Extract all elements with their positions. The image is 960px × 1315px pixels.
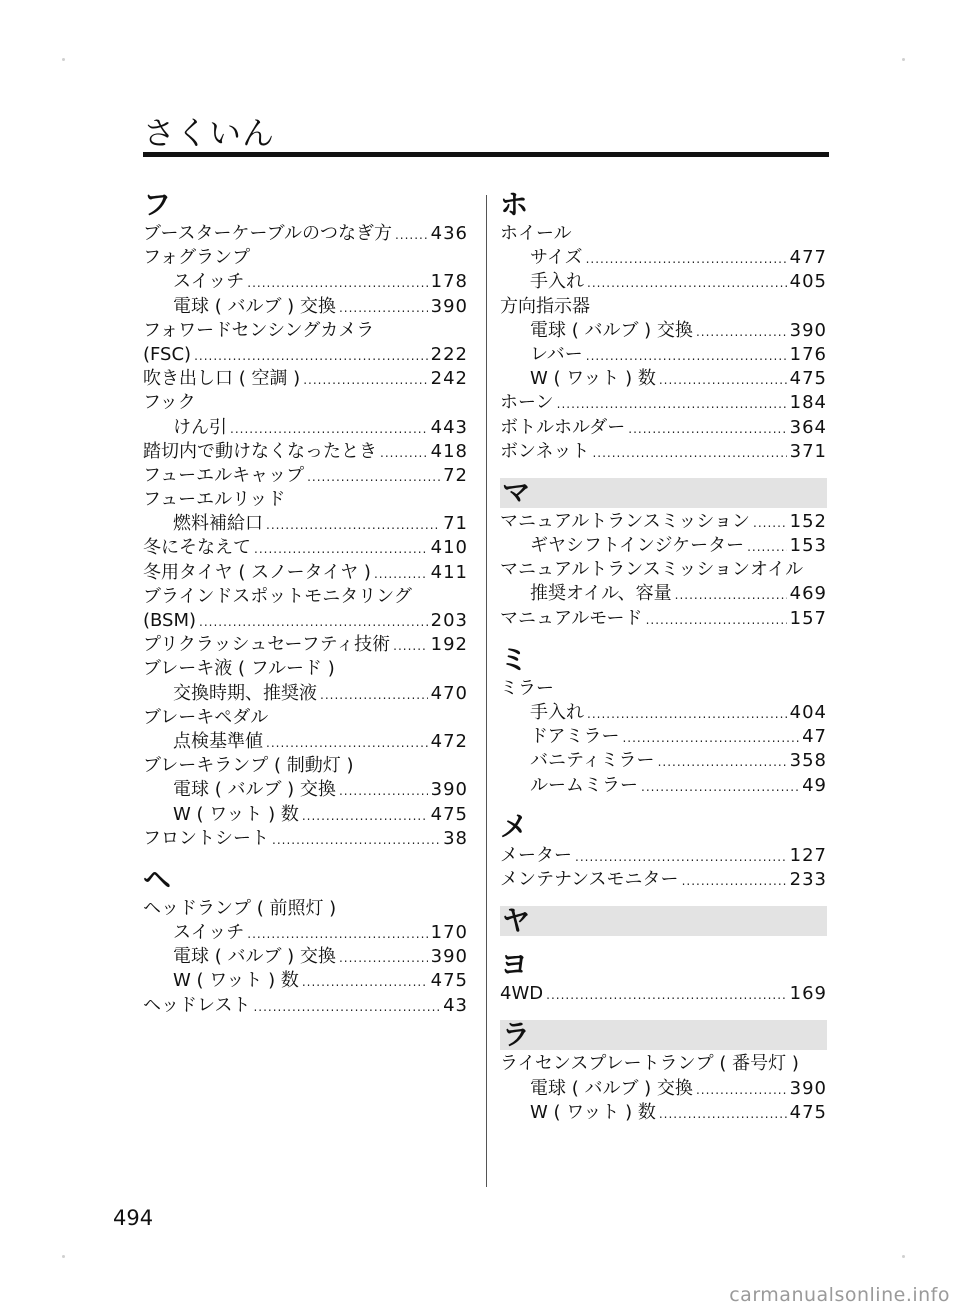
entry-label: ライセンスプレートランプ ( 番号灯 ) (500, 1053, 799, 1075)
dot-leader (646, 608, 787, 632)
entry-page-number: 242 (430, 368, 468, 390)
entry-page-number: 358 (789, 750, 827, 772)
entry-page-number: 390 (430, 295, 468, 317)
index-entry (500, 582, 827, 606)
dot-leader (303, 368, 427, 392)
watermark: carmanualsonline.info (729, 1284, 950, 1306)
entry-label: (BSM) (143, 610, 197, 631)
index-entry (143, 754, 468, 778)
dot-leader (266, 513, 440, 537)
index-entry (500, 367, 827, 391)
index-entry (143, 561, 468, 585)
dot-leader (374, 562, 428, 586)
entry-page-number: 127 (789, 844, 827, 866)
index-entry (500, 982, 827, 1006)
entry-page-number: 364 (789, 416, 827, 438)
entry-label: フォグランプ (143, 247, 251, 269)
dot-leader (272, 828, 440, 852)
dot-leader (682, 869, 787, 893)
index-entry (143, 778, 468, 802)
entry-page-number: 443 (430, 416, 468, 438)
entry-label: W ( ワット ) 数 (173, 803, 299, 825)
index-entry (143, 827, 468, 851)
index-entry (143, 730, 468, 754)
index-entry (143, 246, 468, 270)
section-heading: マ (500, 478, 827, 508)
index-entry (500, 440, 827, 464)
index-entry (143, 464, 468, 488)
entry-label: マニュアルモード (500, 607, 643, 629)
entry-page-number: 475 (430, 970, 468, 992)
dot-leader (307, 465, 440, 489)
entry-page-number: 390 (789, 319, 827, 341)
index-entry (500, 1101, 827, 1125)
entry-label: 交換時期、推奨液 (173, 682, 317, 704)
index-entry (500, 416, 827, 440)
index-entry (500, 343, 827, 367)
dot-leader (641, 775, 799, 799)
dot-leader (747, 535, 787, 559)
index-entry (143, 921, 468, 945)
entry-page-number: 38 (443, 827, 468, 849)
entry-page-number: 390 (430, 779, 468, 801)
dot-leader (247, 271, 427, 295)
entry-label: 電球 ( バルブ ) 交換 (173, 295, 336, 317)
dot-leader (320, 683, 428, 707)
index-entry (143, 440, 468, 464)
entry-label: レバー (530, 343, 583, 365)
entry-label: 踏切内で動けなくなったとき (143, 440, 377, 462)
index-entry (143, 270, 468, 294)
dot-leader (393, 634, 428, 658)
crop-mark (902, 58, 905, 61)
index-entry (143, 585, 468, 609)
entry-page-number: 418 (430, 440, 468, 462)
index-column-left (143, 190, 468, 1032)
dot-leader (587, 271, 787, 295)
entry-label: ブレーキペダル (143, 706, 269, 728)
dot-leader (587, 702, 787, 726)
entry-page-number: 71 (443, 513, 468, 535)
dot-leader (546, 983, 787, 1007)
page-number: 494 (113, 1206, 154, 1230)
index-entry (500, 677, 827, 701)
dot-leader (254, 537, 428, 561)
index-entry (500, 774, 827, 798)
entry-page-number: 475 (789, 368, 827, 390)
dot-leader (622, 726, 799, 750)
entry-label: ブラインドスポットモニタリング (143, 585, 412, 607)
index-section (500, 190, 827, 464)
index-entry (143, 945, 468, 969)
index-entry (500, 270, 827, 294)
entry-label: 吹き出し口 ( 空調 ) (143, 368, 301, 390)
entry-label: ホイール (500, 223, 572, 244)
column-divider (486, 195, 487, 1187)
dot-leader (339, 946, 428, 970)
dot-leader (247, 922, 427, 946)
entry-label: 冬にそなえて (143, 537, 251, 559)
entry-page-number: 72 (443, 464, 468, 486)
dot-leader (658, 750, 787, 774)
entry-page-number: 390 (789, 1077, 827, 1099)
dot-leader (696, 1078, 787, 1102)
dot-leader (253, 995, 440, 1019)
entry-label: フューエルキャップ (143, 464, 305, 486)
index-entry (143, 994, 468, 1018)
entry-label: 電球 ( バルブ ) 交換 (530, 319, 693, 341)
index-entry (500, 868, 827, 892)
index-entry (500, 295, 827, 319)
index-section (500, 1020, 827, 1125)
entry-label: W ( ワット ) 数 (173, 970, 299, 992)
section-heading: ラ (500, 1020, 827, 1050)
index-entry (143, 367, 468, 391)
entry-page-number: 475 (430, 803, 468, 825)
entry-label: プリクラッシュセーフティ技術 (143, 634, 391, 656)
entry-page-number: 192 (430, 634, 468, 656)
entry-page-number: 410 (430, 537, 468, 559)
dot-leader (339, 296, 428, 320)
entry-label: ボトルホルダー (500, 416, 626, 438)
index-column-right (500, 190, 827, 1139)
entry-page-number: 469 (789, 583, 827, 605)
entry-label: バニティミラー (530, 750, 655, 772)
index-entry (143, 657, 468, 681)
dot-leader (302, 804, 428, 828)
index-entry (500, 319, 827, 343)
index-section (143, 190, 468, 851)
dot-leader (696, 320, 787, 344)
index-section (500, 809, 827, 892)
entry-page-number: 472 (430, 730, 468, 752)
index-entry (500, 1077, 827, 1101)
index-entry (500, 558, 827, 582)
dot-leader (586, 247, 787, 271)
entry-label: 電球 ( バルブ ) 交換 (173, 946, 336, 968)
entry-label: フロントシート (143, 827, 269, 849)
entry-label: ボンネット (500, 440, 590, 462)
entry-label: けん引 (173, 416, 227, 438)
dot-leader (380, 441, 428, 465)
dot-leader (592, 441, 786, 465)
crop-mark (902, 1255, 905, 1258)
entry-page-number: 47 (802, 726, 827, 748)
entry-page-number: 390 (430, 946, 468, 968)
index-entry (143, 295, 468, 319)
index-entry (500, 534, 827, 558)
crop-mark (62, 1255, 65, 1258)
entry-label: ミラー (500, 677, 554, 699)
index-entry (500, 844, 827, 868)
dot-leader (266, 731, 428, 755)
entry-label: フォワードセンシングカメラ (143, 319, 375, 341)
index-entry (143, 897, 468, 921)
entry-label: W ( ワット ) 数 (530, 1101, 656, 1123)
dot-leader (339, 779, 428, 803)
entry-label: W ( ワット ) 数 (530, 368, 656, 390)
entry-label: ヘッドランプ ( 前照灯 ) (143, 897, 337, 919)
entry-label: スイッチ (173, 922, 245, 944)
entry-page-number: 157 (789, 607, 827, 629)
entry-label: ブレーキランプ ( 制動灯 ) (143, 755, 354, 777)
index-entry (143, 488, 468, 512)
index-entry (500, 222, 827, 246)
entry-label: 冬用タイヤ ( スノータイヤ ) (143, 561, 371, 583)
index-section (500, 950, 827, 1006)
entry-label: ホーン (500, 392, 554, 414)
section-heading: ヨ (500, 948, 529, 982)
entry-page-number: 436 (430, 223, 468, 244)
section-heading: メ (500, 809, 529, 843)
entry-page-number: 169 (789, 983, 827, 1005)
entry-label: 燃料補給口 (173, 513, 263, 535)
entry-label: 電球 ( バルブ ) 交換 (173, 779, 336, 801)
entry-label: 電球 ( バルブ ) 交換 (530, 1077, 693, 1099)
dot-leader (302, 970, 428, 994)
entry-label: 推奨オイル、容量 (530, 583, 672, 605)
index-entry (143, 222, 468, 246)
index-section (500, 475, 827, 631)
dot-leader (230, 417, 428, 441)
entry-page-number: 176 (789, 343, 827, 365)
entry-page-number: 184 (789, 392, 827, 414)
entry-page-number: 222 (430, 343, 468, 365)
entry-page-number: 477 (789, 247, 827, 269)
dot-leader (557, 392, 787, 416)
index-entry (500, 246, 827, 270)
index-entry (143, 512, 468, 536)
section-heading: ヘ (143, 862, 172, 896)
dot-leader (199, 610, 428, 634)
index-entry (500, 1052, 827, 1076)
dot-leader (628, 417, 786, 441)
index-entry (143, 609, 468, 633)
index-entry (143, 391, 468, 415)
index-entry (143, 416, 468, 440)
entry-label: メンテナンスモニター (500, 868, 679, 890)
section-heading: ホ (500, 188, 529, 221)
entry-label: マニュアルトランスミッションオイル (500, 559, 804, 581)
index-section (500, 642, 827, 798)
dot-leader (194, 344, 428, 368)
entry-label: 4WD (500, 983, 544, 1005)
index-entry (500, 510, 827, 534)
entry-page-number: 153 (789, 535, 827, 557)
index-entry (143, 969, 468, 993)
entry-page-number: 49 (802, 774, 827, 796)
entry-label: 点検基準値 (173, 730, 263, 752)
index-entry (143, 633, 468, 657)
crop-mark (62, 58, 65, 61)
entry-page-number: 233 (789, 868, 827, 890)
index-entry (143, 706, 468, 730)
dot-leader (675, 583, 787, 607)
entry-label: マニュアルトランスミッション (500, 510, 751, 532)
entry-label: ドアミラー (530, 726, 620, 748)
entry-label: 手入れ (530, 702, 584, 723)
entry-page-number: 411 (430, 561, 468, 583)
index-entry (500, 749, 827, 773)
entry-label: ギヤシフトインジケーター (530, 535, 745, 557)
dot-leader (659, 1102, 787, 1126)
index-entry (143, 682, 468, 706)
index-entry (500, 701, 827, 725)
dot-leader (395, 223, 428, 247)
entry-page-number: 43 (443, 994, 468, 1016)
entry-label: 手入れ (530, 271, 584, 293)
index-section (500, 906, 827, 936)
index-entry (143, 319, 468, 343)
dot-leader (575, 845, 787, 869)
entry-label: フューエルリッド (143, 489, 286, 511)
entry-label: サイズ (530, 247, 583, 269)
dot-leader (753, 511, 787, 535)
entry-page-number: 470 (430, 682, 468, 704)
entry-page-number: 405 (789, 271, 827, 293)
entry-label: ヘッドレスト (143, 994, 251, 1016)
index-entry (143, 536, 468, 560)
entry-label: フック (143, 392, 196, 414)
entry-label: (FSC) (143, 343, 192, 365)
index-entry (143, 803, 468, 827)
entry-page-number: 152 (789, 510, 827, 532)
entry-label: 方向指示器 (500, 295, 590, 317)
dot-leader (659, 368, 787, 392)
dot-leader (586, 344, 787, 368)
entry-page-number: 170 (430, 922, 468, 944)
index-entry (500, 725, 827, 749)
entry-page-number: 404 (789, 702, 827, 723)
title-rule (143, 152, 829, 157)
entry-label: ルームミラー (530, 774, 638, 796)
entry-label: ブースターケーブルのつなぎ方 (143, 223, 392, 244)
entry-page-number: 178 (430, 271, 468, 293)
entry-page-number: 203 (430, 610, 468, 631)
index-section (143, 862, 468, 1018)
section-heading: ヤ (500, 906, 827, 936)
index-entry (500, 391, 827, 415)
section-heading: ミ (500, 642, 529, 676)
section-heading: フ (143, 188, 172, 221)
page-title: さくいん (143, 114, 276, 152)
entry-page-number: 371 (789, 440, 827, 462)
index-entry (500, 607, 827, 631)
index-entry (143, 343, 468, 367)
entry-label: ブレーキ液 ( フルード ) (143, 658, 335, 680)
entry-label: スイッチ (173, 271, 245, 293)
entry-page-number: 475 (789, 1101, 827, 1123)
entry-label: メーター (500, 844, 572, 866)
